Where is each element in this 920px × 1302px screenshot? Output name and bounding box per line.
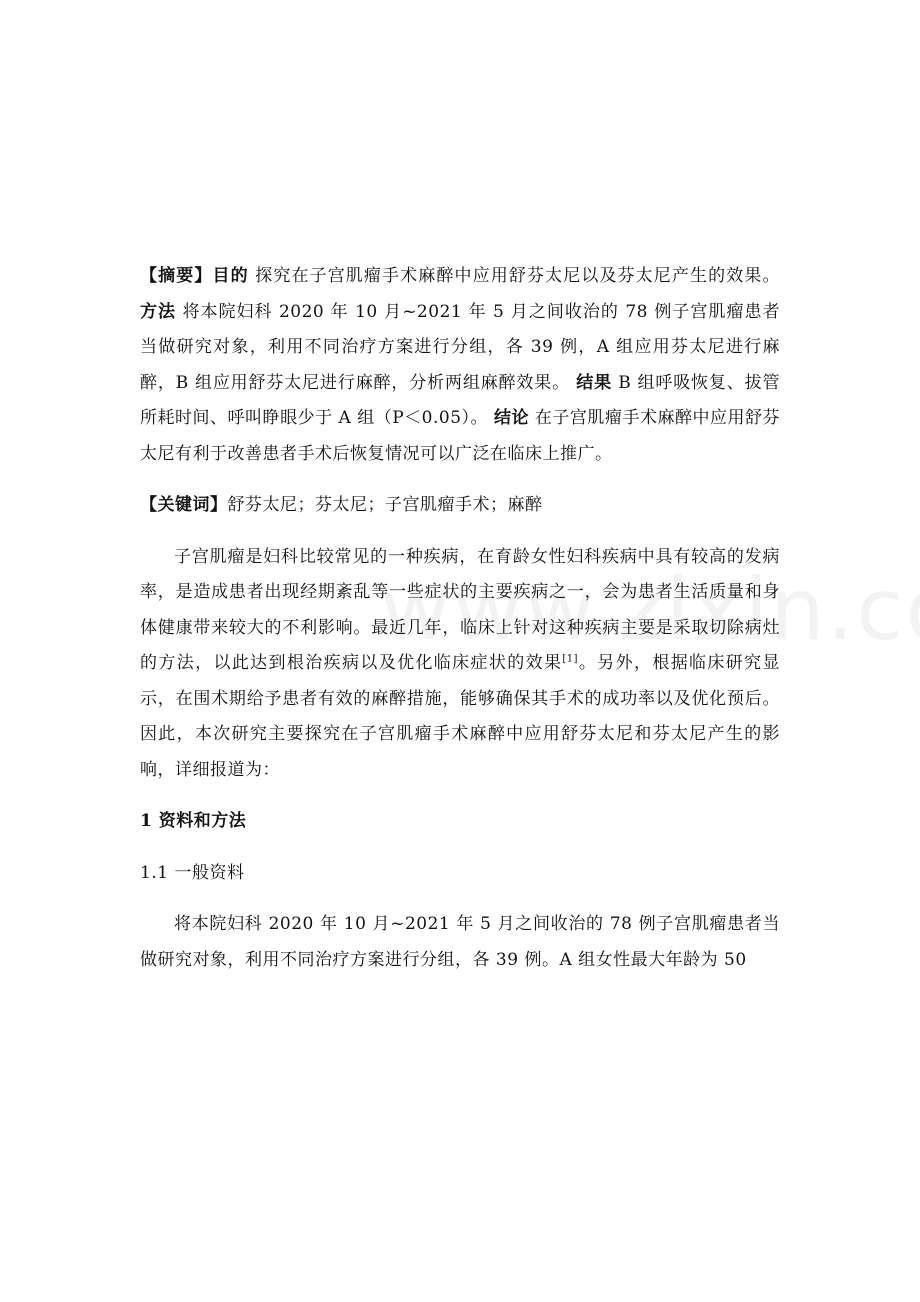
citation-ref: [1] [562, 653, 579, 665]
section-1-1-paragraph: 将本院妇科 2020 年 10 月~2021 年 5 月之间收治的 78 例子宫肌瘤患者当做研究对象，利用不同治疗方案进行分组，各 39 例。A 组女性最大年龄为 50 [140, 914, 780, 970]
purpose-label: 目的 [212, 266, 249, 286]
abstract-paragraph [140, 259, 780, 472]
section-1-1-heading: 1.1 一般资料 [140, 862, 245, 883]
intro-paragraph [140, 540, 780, 789]
keywords-text: 舒芬太尼；芬太尼；子宫肌瘤手术；麻醉 [227, 495, 543, 515]
keywords-label: 【关键词】 [140, 495, 228, 515]
intro-text-after-ref: 。另外，根据临床研究显示，在围术期给予患者有效的麻醉措施，能够确保其手术的成功率以及优化预后。因此，本次研究主要探究在子宫肌瘤手术麻醉中应用舒芬太尼和芬太尼产生的影响，详细报道为： [140, 653, 781, 780]
purpose-text: 探究在子宫肌瘤手术麻醉中应用舒芬太尼以及芬太尼产生的效果。 [248, 266, 780, 286]
keywords-paragraph [140, 488, 780, 524]
conclusion-label: 结论 [493, 408, 529, 428]
document-page [140, 259, 780, 978]
result-text: B 组呼吸恢复、拔管所耗时间、呼叫睁眼少于 A 组（P＜0.05）。 [140, 372, 780, 428]
method-text: 将本院妇科 2020 年 10 月~2021 年 5 月之间收治的 78 例子宫肌瘤患者当做研究对象，利用不同治疗方案进行分组，各 39 例，A 组应用芬太尼进行麻醉，B 组应用舒芬太尼进行麻醉，分析两组麻醉效果。 [140, 301, 781, 393]
conclusion-text: 在子宫肌瘤手术麻醉中应用舒芬太尼有利于改善患者手术后恢复情况可以广泛在临床上推广。 [140, 408, 781, 464]
abstract-label: 【摘要】 [140, 266, 213, 286]
intro-text-before-ref: 子宫肌瘤是妇科比较常见的一种疾病，在育龄女性妇科疾病中具有较高的发病率，是造成患者出现经期紊乱等一些症状的主要疾病之一，会为患者生活质量和身体健康带来较大的不利影响。最近几年，临床上针对这种疾病主要是采取切除病灶的方法，以此达到根治疾病以及优化临床症状的效果 [140, 546, 780, 673]
result-label: 结果 [576, 372, 612, 393]
section-1-heading: 1 资料和方法 [140, 811, 247, 831]
method-label: 方法 [140, 301, 177, 322]
